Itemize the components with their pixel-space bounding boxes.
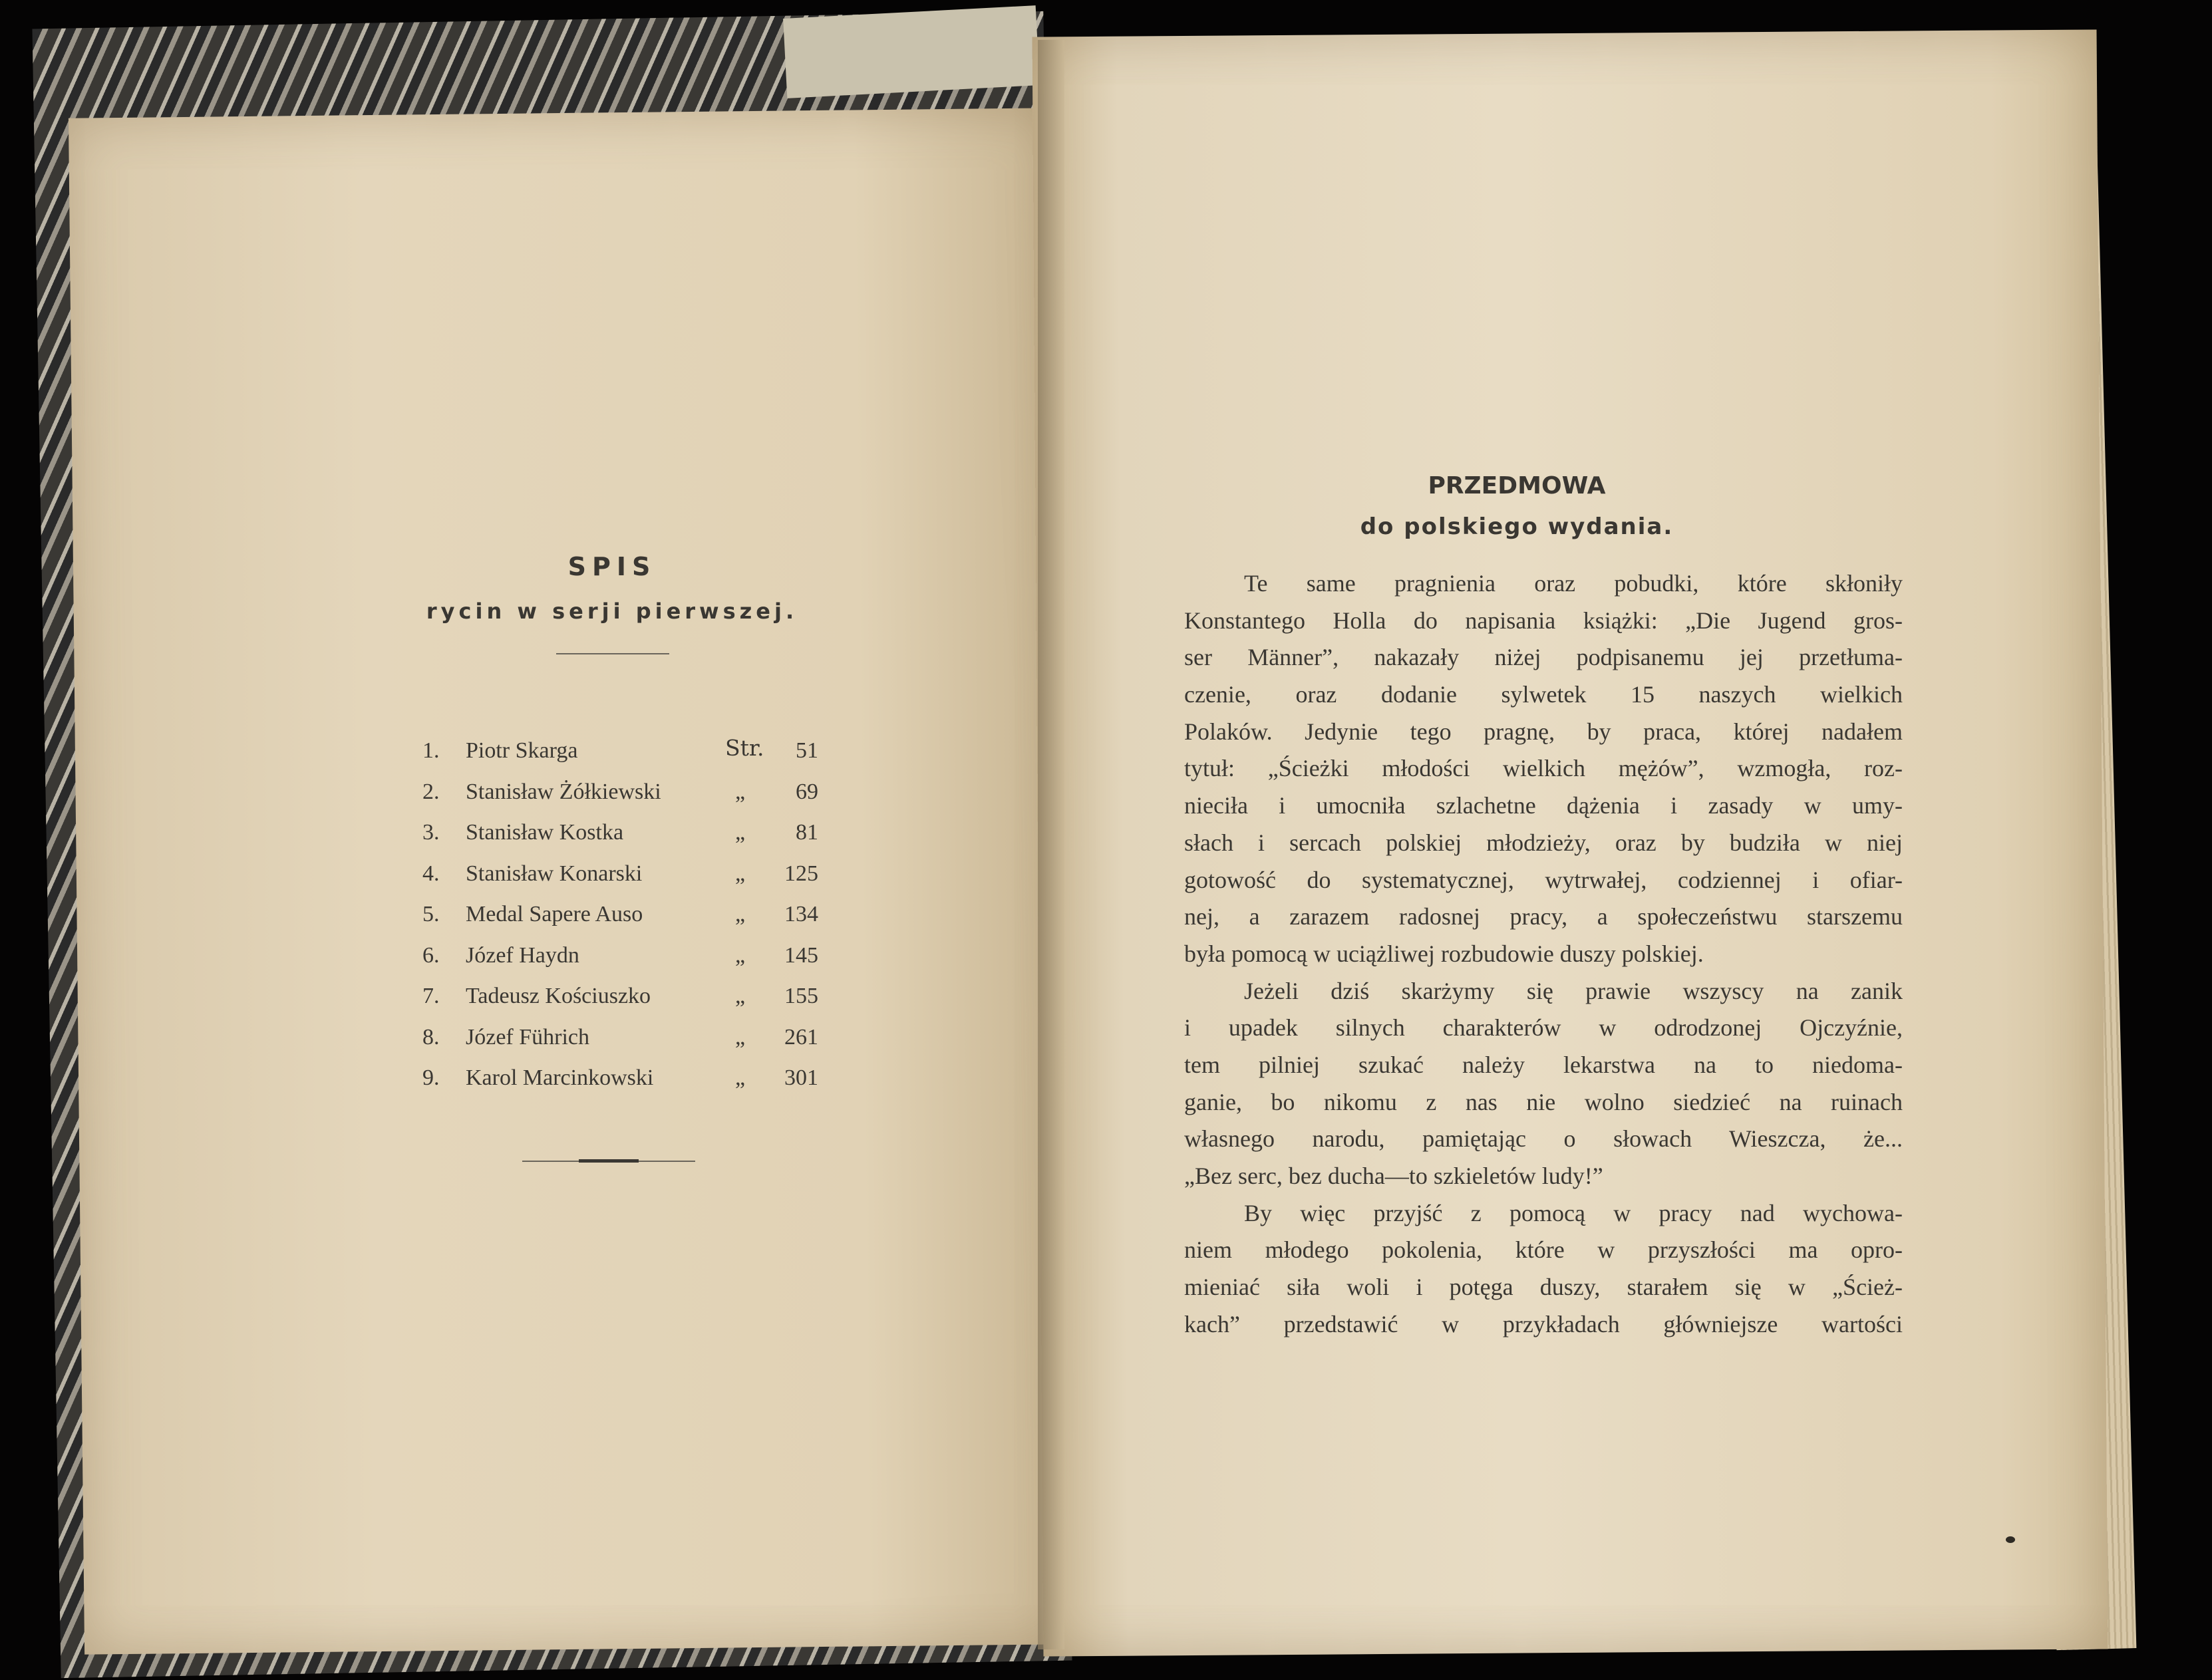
text-line: tem pilniej szukać należy lekarstwa na to niedoma-	[1184, 1051, 1903, 1078]
entry-number: 9.	[422, 1065, 440, 1090]
text-line: własnego narodu, pamiętając o słowach Wieszcza, że...	[1184, 1125, 1903, 1153]
text-line: słach i sercach polskiej młodzieży, oraz by budziła w niej	[1184, 829, 1903, 856]
entry-number: 1.	[422, 738, 440, 763]
cover-cloth-spine	[783, 5, 1040, 98]
toc-entry	[422, 779, 822, 821]
preface-subtitle: do polskiego wydania.	[1360, 513, 1674, 540]
text-line: Konstantego Holla do napisania książki: „Die Jugend gros-	[1184, 607, 1903, 634]
toc-entry	[422, 1065, 822, 1107]
ditto-mark: „	[735, 902, 746, 926]
end-rule-accent	[579, 1159, 639, 1163]
text-line: kach” przedstawić w przykładach główniejsze wartości	[1184, 1310, 1903, 1337]
ditto-mark: „	[735, 779, 746, 804]
ditto-mark: „	[735, 1024, 746, 1050]
ditto-mark: „	[735, 1065, 746, 1090]
entry-name: Józef Führich	[466, 1024, 590, 1050]
ditto-mark: „	[735, 942, 746, 968]
ink-spot	[2006, 1536, 2015, 1543]
text-line: była pomocą w uciążliwej rozbudowie duszy polskiej.	[1184, 940, 1704, 967]
book-gutter	[1038, 40, 1064, 1649]
toc-entry	[422, 984, 822, 1025]
entry-number: 3.	[422, 820, 440, 845]
entry-page: 145	[784, 942, 818, 968]
toc-entry	[422, 738, 822, 779]
text-line: gotowość do systematycznej, wytrwałej, codziennej i ofiar-	[1184, 866, 1903, 893]
preface-title: PRZEDMOWA	[1428, 472, 1606, 499]
entry-page: 261	[784, 1024, 818, 1050]
text-line: nej, a zarazem radosnej pracy, a społeczeństwu starszemu	[1184, 903, 1903, 930]
text-line: mieniać siła woli i potęga duszy, starałem się w „Ścież-	[1184, 1274, 1903, 1301]
preface-body	[1184, 565, 1903, 1343]
entry-page: 51	[796, 738, 818, 763]
entry-page: 134	[784, 902, 818, 926]
text-line: czenie, oraz dodanie sylwetek 15 naszych wielkich	[1184, 681, 1903, 708]
entry-name: Stanisław Kostka	[466, 820, 624, 845]
entry-number: 5.	[422, 902, 440, 926]
toc-entry	[422, 902, 822, 943]
ditto-mark: „	[735, 861, 746, 886]
text-line: „Bez serc, bez ducha—to szkieletów ludy!”	[1184, 1163, 1603, 1189]
toc-entry	[422, 943, 822, 984]
text-line: i upadek silnych charakterów w odrodzonej Ojczyźnie,	[1184, 1014, 1903, 1042]
toc-entry	[422, 1025, 822, 1066]
text-line: niem młodego pokolenia, które w przyszłości ma opro-	[1184, 1236, 1903, 1264]
entry-number: 7.	[422, 984, 440, 1008]
entry-number: 8.	[422, 1024, 440, 1050]
entry-page: 125	[784, 861, 818, 886]
text-line: Polaków. Jedynie tego pragnę, by praca, której nadałem	[1184, 718, 1903, 745]
text-line: Jeżeli dziś skarżymy się prawie wszyscy na zanik	[1244, 977, 1903, 1004]
text-line: Te same pragnienia oraz pobudki, które skłoniły	[1244, 570, 1903, 597]
entry-number: 6.	[422, 942, 440, 968]
entry-name: Stanisław Konarski	[466, 861, 643, 886]
text-line: nieciła i umocniła szlachetne dążenia i zasady w umy-	[1184, 792, 1903, 819]
text-line: ser Männer”, nakazały niżej podpisanemu jej przetłuma-	[1184, 644, 1903, 671]
entry-number: 4.	[422, 861, 440, 886]
entry-name: Piotr Skarga	[466, 738, 578, 763]
ditto-mark: „	[735, 984, 746, 1008]
entry-name: Stanisław Żółkiewski	[466, 779, 661, 804]
toc-subtitle: rycin w serji pierwszej.	[426, 599, 798, 624]
page-column-header: Str.	[725, 735, 764, 761]
entry-name: Medal Sapere Auso	[466, 902, 643, 926]
toc-entry	[422, 861, 822, 903]
toc-list	[422, 738, 822, 1107]
entry-name: Józef Haydn	[466, 942, 579, 968]
divider-rule	[556, 653, 669, 654]
entry-name: Tadeusz Kościuszko	[466, 984, 651, 1008]
text-line: By więc przyjść z pomocą w pracy nad wychowa-	[1244, 1199, 1903, 1226]
entry-page: 155	[784, 984, 818, 1008]
text-line: tytuł: „Ścieżki młodości wielkich mężów”, wzmogła, roz-	[1184, 755, 1903, 782]
entry-number: 2.	[422, 779, 440, 804]
entry-page: 81	[796, 820, 818, 845]
entry-name: Karol Marcinkowski	[466, 1065, 654, 1090]
entry-page: 69	[796, 779, 818, 804]
toc-entry	[422, 820, 822, 861]
entry-page: 301	[784, 1065, 818, 1090]
ditto-mark: „	[735, 820, 746, 845]
toc-title: SPIS	[567, 552, 657, 581]
text-line: ganie, bo nikomu z nas nie wolno siedzieć na ruinach	[1184, 1088, 1903, 1115]
